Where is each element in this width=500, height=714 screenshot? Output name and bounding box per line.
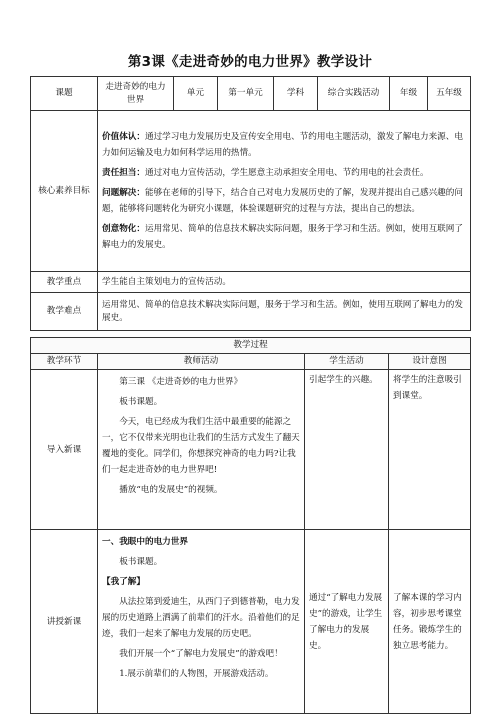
teacher-line: 第三课 《走进奇妙的电力世界》 <box>119 377 243 387</box>
design-intent-cell: 了解本课的学习内容，初步思考课堂任务。锻炼学生的独立思考能力。 <box>389 530 471 714</box>
table-row <box>31 530 471 714</box>
design-intent-cell: 将学生的注意吸引到课堂。 <box>389 370 471 530</box>
core-text-2: 通过对电力宣传活动，学生愿意主动承担安全用电、节约用电的社会责任。 <box>144 168 429 178</box>
cell-unit-value: 第一单元 <box>218 77 274 111</box>
difficulty-label: 教学难点 <box>31 293 98 331</box>
teaching-process-table <box>30 337 471 714</box>
col-stage-header: 教学环节 <box>31 354 98 370</box>
cell-topic-label: 课题 <box>31 77 98 111</box>
core-label-4: 创意物化： <box>102 224 145 234</box>
stage-cell: 讲授新课 <box>31 530 98 714</box>
teacher-line: 板书课题。 <box>119 397 163 407</box>
teacher-activity-cell <box>98 370 305 530</box>
core-goals-label: 核心素养目标 <box>31 111 98 272</box>
core-label-1: 价值体认： <box>102 132 145 142</box>
stage-cell: 导入新课 <box>31 370 98 530</box>
document-title: 第3课《走进奇妙的电力世界》教学设计 <box>127 54 373 70</box>
cell-grade-value: 五年级 <box>428 77 471 111</box>
teacher-line: 我们开展一个“了解电力发展史”的游戏吧！ <box>119 649 283 659</box>
col-student-header: 学生活动 <box>305 354 389 370</box>
student-activity-cell: 通过“了解电力发展史”的游戏，让学生了解电力的发展史。 <box>305 530 389 714</box>
core-label-2: 责任担当： <box>102 168 145 178</box>
cell-subject-label: 学科 <box>274 77 318 111</box>
section-heading: 一、我眼中的电力世界 <box>102 537 188 547</box>
key-point-label: 教学重点 <box>31 272 98 293</box>
col-teacher-header: 教师活动 <box>98 354 305 370</box>
student-activity-cell: 引起学生的兴趣。 <box>305 370 389 530</box>
teacher-line-bold: 【我了解】 <box>102 577 145 587</box>
cell-unit-label: 单元 <box>174 77 218 111</box>
core-text-1: 通过学习电力发展历史及宣传安全用电、节约用电主题活动，激发了解电力来源、电力如何运输及电力如何科学运用的热情。 <box>102 132 463 158</box>
core-text-4: 运用常见、简单的信息技术解决实际问题，服务于学习和生活。例如，使用互联网了解电力的发展史。 <box>102 224 463 250</box>
process-header: 教学过程 <box>31 338 471 354</box>
teacher-line: 板书课题。 <box>119 557 163 567</box>
cell-subject-value: 综合实践活动 <box>318 77 390 111</box>
cell-topic-value: 走进奇妙的电力世界 <box>98 77 174 111</box>
core-text-3: 能够在老师的引导下，结合自己对电力发展历史的了解，发现并提出自己感兴趣的问题，能够将问题转化为研究小课题，体验课题研究的过程与方法，提出自己的想法。 <box>102 188 463 214</box>
teacher-line: 从法拉第到爱迪生，从西门子到德普勒，电力发展的历史道路上洒满了前辈们的汗水。沿着他们的足迹，我们一起来了解电力发展的历史吧。 <box>102 597 300 639</box>
teacher-activity-cell <box>98 530 305 714</box>
key-point-text: 学生能自主策划电力的宣传活动。 <box>98 272 471 293</box>
teacher-line: 1.展示前辈们的人物图，开展游戏活动。 <box>119 669 274 679</box>
cell-grade-label: 年级 <box>390 77 428 111</box>
teacher-line: 今天，电已经成为我们生活中最重要的能源之一，它不仅带来光明也让我们的生活方式发生了翻天覆地的变化。同学们，你想探究神奇的电力吗?让我们一起走进奇妙的电力世界吧! <box>102 417 300 475</box>
core-label-3: 问题解决： <box>102 188 145 198</box>
teacher-line: 播放“电的发展史”的视频。 <box>119 485 223 495</box>
col-intent-header: 设计意图 <box>389 354 471 370</box>
difficulty-text: 运用常见、简单的信息技术解决实际问题，服务于学习和生活。例如，使用互联网了解电力的发展史。 <box>98 293 471 331</box>
core-goals-content <box>98 111 471 272</box>
lesson-info-table <box>30 76 471 331</box>
table-row <box>31 370 471 530</box>
